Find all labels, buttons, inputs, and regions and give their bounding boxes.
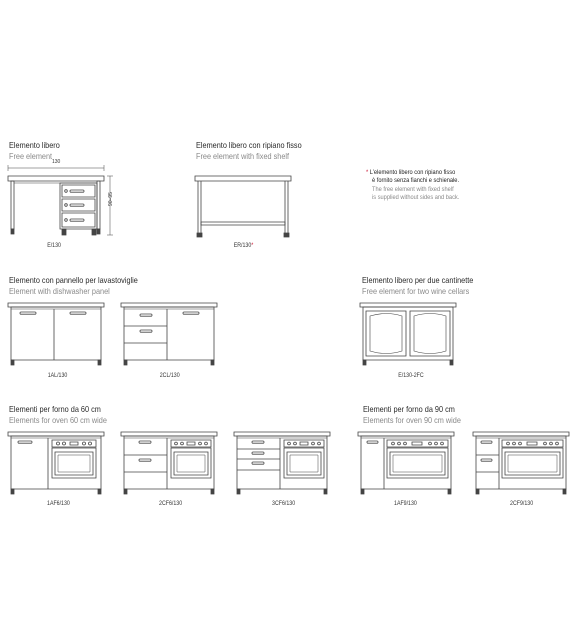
drawing-1af9130 (358, 432, 454, 494)
section-subtitle-fixed-shelf: Free element with fixed shelf (196, 151, 290, 161)
section-subtitle-dishwasher: Element with dishwasher panel (9, 286, 110, 296)
section-title-cantinette: Elemento libero per due cantinette (362, 275, 474, 285)
drawing-2cl130 (121, 303, 217, 365)
drawing-3cf6130 (234, 432, 330, 494)
model-code-3cf6130: 3CF6/130 (272, 500, 296, 507)
model-code-e130-2fc: E/130-2FC (398, 372, 424, 379)
drawing-e130-2fc (360, 303, 456, 365)
section-subtitle-oven90: Elements for oven 90 cm wide (363, 415, 461, 425)
model-code-er130 (234, 242, 254, 249)
section-title-lavastoviglie: Elemento con pannello per lavastoviglie (9, 275, 138, 285)
drawing-e130 (8, 165, 113, 235)
section-title-forno60: Elementi per forno da 60 cm (9, 404, 101, 414)
model-code-2cf6130: 2CF6/130 (159, 500, 183, 507)
drawing-1al130 (8, 303, 104, 365)
dimension-width-label: 130 (52, 159, 61, 165)
note-it-line2: è fornito senza fianchi e schienale. (372, 177, 460, 185)
drawing-er130 (195, 176, 291, 237)
drawing-2cf9130 (473, 432, 569, 494)
section-title-elemento-libero: Elemento libero (9, 140, 60, 150)
note-en-line2: is supplied without sides and back. (372, 194, 460, 202)
model-code-2cf9130: 2CF9/130 (510, 500, 534, 507)
section-subtitle-oven60: Elements for oven 60 cm wide (9, 415, 107, 425)
asterisk-mark: * (251, 242, 254, 249)
dimension-height-label: 90–95 (108, 192, 114, 206)
model-code-er130-text: ER/130 (233, 242, 252, 249)
note-en-line1: The free element with fixed shelf (372, 185, 454, 193)
model-code-1al130: 1AL/130 (47, 372, 68, 379)
section-title-forno90: Elementi per forno da 90 cm (363, 404, 455, 414)
drawing-2cf6130 (121, 432, 217, 494)
model-code-1af9130: 1AF9/130 (394, 500, 417, 507)
model-code-2cl130: 2CL/130 (159, 372, 180, 379)
note-it-line1: L’elemento libero con ripiano fisso (369, 169, 456, 176)
shelf-note (366, 169, 459, 203)
model-code-1af6130: 1AF6/130 (47, 500, 70, 507)
drawing-1af6130 (8, 432, 104, 494)
model-code-e130: E/130 (47, 242, 61, 249)
note-asterisk: * (366, 169, 369, 176)
section-subtitle-free-element: Free element (9, 151, 53, 161)
section-title-ripiano: Elemento libero con ripiano fisso (196, 140, 302, 150)
section-subtitle-wine-cellars: Free element for two wine cellars (362, 286, 470, 296)
